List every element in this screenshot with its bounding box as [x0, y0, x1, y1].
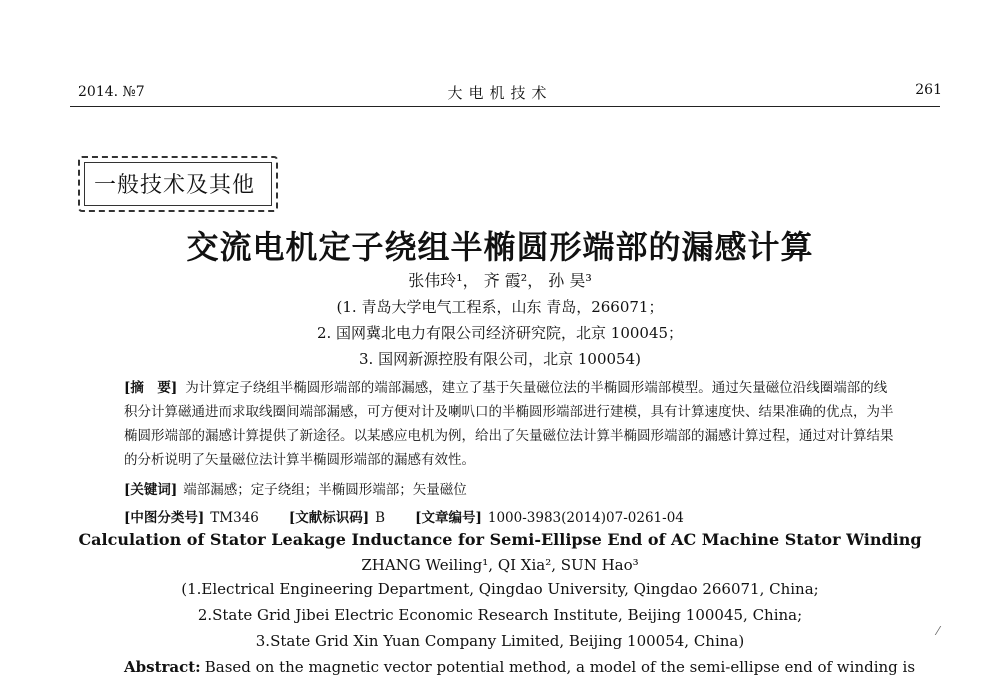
abstract-cn-tag: [摘 要]	[124, 380, 178, 396]
affiliation-cn-2: 2. 国网冀北电力有限公司经济研究院，北京 100045；	[316, 324, 684, 342]
article-number-value: 1000-3983(2014)07-0261-04	[487, 510, 684, 526]
abstract-cn-text: 为计算定子绕组半椭圆形端部的端部漏感，建立了基于矢量磁位法的半椭圆形端部模型。通过矢量磁位沿线圈端部的线积分计算磁通进而求取线圈间端部漏感，可方便对计及喇叭口的半椭圆形端部进行建模，具有计算速度快、结果准确的优点，为半椭圆形端部的漏感计算提供了新途径。以某感应电机为例，给出了矢量磁位法计算半椭圆形端部的漏感计算过程，通过对计算结果的分析说明了矢量磁位法计算半椭圆形端部的漏感有效性。	[124, 380, 894, 468]
affiliation-en-1: (1.Electrical Engineering Department, Qingdao University, Qingdao 266071, China;	[181, 580, 819, 598]
abstract-en-text: Based on the magnetic vector potential method, a model of the semi-ellipse end of winding is	[204, 658, 916, 676]
clc-tag: [中图分类号]	[124, 510, 205, 526]
authors-cn: 张伟玲¹， 齐 霞²， 孙 昊³	[408, 271, 592, 290]
journal-name: 大电机技术	[447, 84, 553, 102]
article-title-en: Calculation of Stator Leakage Inductance for Semi-Ellipse End of AC Machine Stator Winding	[78, 530, 922, 549]
affiliation-en-3: 3.State Grid Xin Yuan Company Limited, Beijing 100054, China)	[255, 632, 745, 650]
doc-code-value: B	[375, 510, 386, 526]
abstract-en	[124, 658, 915, 676]
keywords-cn-tag: [关键词]	[124, 482, 178, 498]
article-title-cn: 交流电机定子绕组半椭圆形端部的漏感计算	[186, 228, 814, 266]
abstract-en-tag: Abstract:	[124, 658, 201, 676]
scan-mark: ⁄	[937, 624, 940, 638]
affiliation-cn-3: 3. 国网新源控股有限公司，北京 100054)	[359, 350, 641, 368]
abstract-cn	[124, 376, 894, 472]
section-label: 一般技术及其他	[94, 173, 256, 198]
classification-line	[124, 506, 684, 526]
authors-en: ZHANG Weiling¹, QI Xia², SUN Hao³	[361, 556, 639, 574]
doc-code-tag: [文献标识码]	[288, 510, 370, 526]
issue-number: 2014. №7	[78, 84, 145, 100]
clc-value: TM346	[210, 510, 259, 526]
header-rule	[70, 106, 940, 107]
keywords-cn	[124, 478, 467, 498]
keywords-cn-text: 端部漏感；定子绕组；半椭圆形端部；矢量磁位	[183, 482, 467, 498]
affiliation-en-2: 2.State Grid Jibei Electric Economic Research Institute, Beijing 100045, China;	[197, 606, 803, 624]
page-number: 261	[915, 82, 942, 98]
article-number-tag: [文章编号]	[415, 510, 482, 526]
affiliation-cn-1: (1. 青岛大学电气工程系，山东 青岛，266071；	[336, 298, 664, 316]
